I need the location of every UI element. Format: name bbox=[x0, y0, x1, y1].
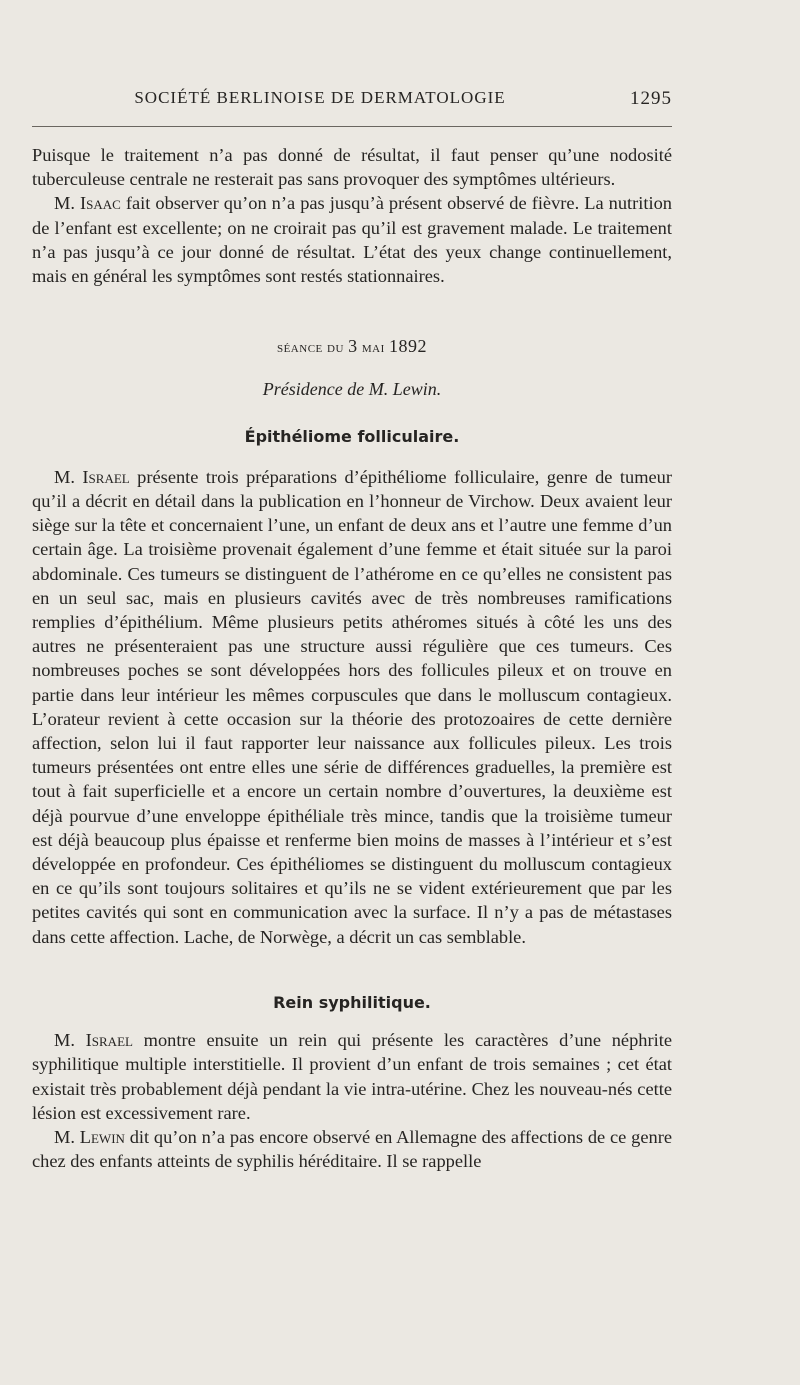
speaker-isaac: M. Isaac bbox=[54, 193, 121, 214]
section-heading-rein: Rein syphilitique. bbox=[273, 992, 431, 1012]
session-day: 3 bbox=[348, 336, 358, 357]
speaker-lewin: M. Lewin bbox=[54, 1126, 125, 1147]
intro-paragraph-2-text: fait observer qu’on n’a pas jusqu’à présent observé de fièvre. La nutrition de l’enfant est excellente; on ne croirait pas qu’il est gravement malade. Le traitement n’a pas jusqu’à ce jour donné de résultat. L’état des yeux change continuellement, mais en général les symptômes sont restés stationnaires. bbox=[32, 193, 672, 287]
section2-paragraph-1 bbox=[32, 1028, 672, 1125]
section1-paragraph bbox=[32, 465, 672, 949]
running-header bbox=[32, 88, 672, 114]
section2-paragraph-2-text: dit qu’on n’a pas encore observé en Allemagne des affections de ce genre chez des enfants atteints de syphilis héréditaire. Il se rappelle bbox=[32, 1126, 672, 1172]
intro-paragraph-2 bbox=[32, 191, 672, 288]
session-year: 1892 bbox=[389, 336, 428, 357]
section1-text: présente trois préparations d’épithéliome folliculaire, genre de tumeur qu’il a décrit en détail dans la publication en l’honneur de Virchow. Deux avaient leur siège sur la tête et concernaient l’une, un enfant de deux ans et l’autre une femme d’un certain âge. La troisième provenait également d’une femme et était située sur la paroi abdominale. Ces tumeurs se distinguent de l’athérome en ce qu’elles ne consistent pas en un seul sac, mais en plusieurs cavités avec de très nombreuses ramifications remplies d’épithélium. Même plusieurs petits athéromes situés à côté les uns des autres ne présenteraient pas une structure aussi régulière que ces tumeurs. Ces nombreuses poches se sont développées hors des follicules pileux et on trouve en partie dans leur intérieur les mêmes corpuscules que dans le molluscum contagieux. L’orateur revient à cette occasion sur la théorie des protozoaires de cette dernière affection, selon lui il faut rapporter leur naissance aux follicules pileux. Les trois tumeurs présentées ont entre elles une série de différences graduelles, la première est tout à fait superficielle et a encore un certain nombre d’ouvertures, la deuxième est déjà pourvue d’une enveloppe épithéliale très mince, tandis que la troisième tumeur est déjà beaucoup plus épaisse et renferme bien moins de masses à l’intérieur et s’est développée en profondeur. Ces épithéliomes se distinguent du molluscum contagieux en ce qu’ils sont toujours solitaires et qu’ils ne se vident extérieurement que par les petites cavités qui sont en communication avec la surface. Il n’y a pas de métastases dans cette affection. Lache, de Norwège, a décrit un cas semblable. bbox=[32, 466, 673, 947]
seance-label: séance du bbox=[276, 340, 344, 357]
section-heading-epitheliome: Épithéliome folliculaire. bbox=[244, 426, 460, 446]
section2-paragraph-2 bbox=[32, 1125, 672, 1173]
session-month: mai bbox=[361, 340, 385, 357]
session-date bbox=[32, 334, 672, 360]
presidence-line: Présidence de M. Lewin. bbox=[262, 379, 442, 400]
page-number: 1295 bbox=[630, 88, 672, 109]
speaker-israel-2: M. Israel bbox=[54, 1030, 133, 1051]
page-body bbox=[32, 143, 672, 1173]
intro-paragraph-1: Puisque le traitement n’a pas donné de résultat, il faut penser qu’une nodosité tuberculeuse centrale ne resterait pas sans provoquer des symptômes ultérieurs. bbox=[32, 145, 672, 190]
speaker-israel: M. Israel bbox=[54, 466, 130, 487]
section2-paragraph-1-text: montre ensuite un rein qui présente les caractères d’une néphrite syphilitique multiple interstitielle. Il provient d’un enfant de trois semaines ; cet état existait très probablement déjà pendant la vie intra-utérine. Chez les nouveau-nés cette lésion est excessivement rare. bbox=[32, 1030, 672, 1123]
header-rule bbox=[32, 126, 672, 127]
journal-title: SOCIÉTÉ BERLINOISE DE DERMATOLOGIE bbox=[134, 88, 506, 107]
